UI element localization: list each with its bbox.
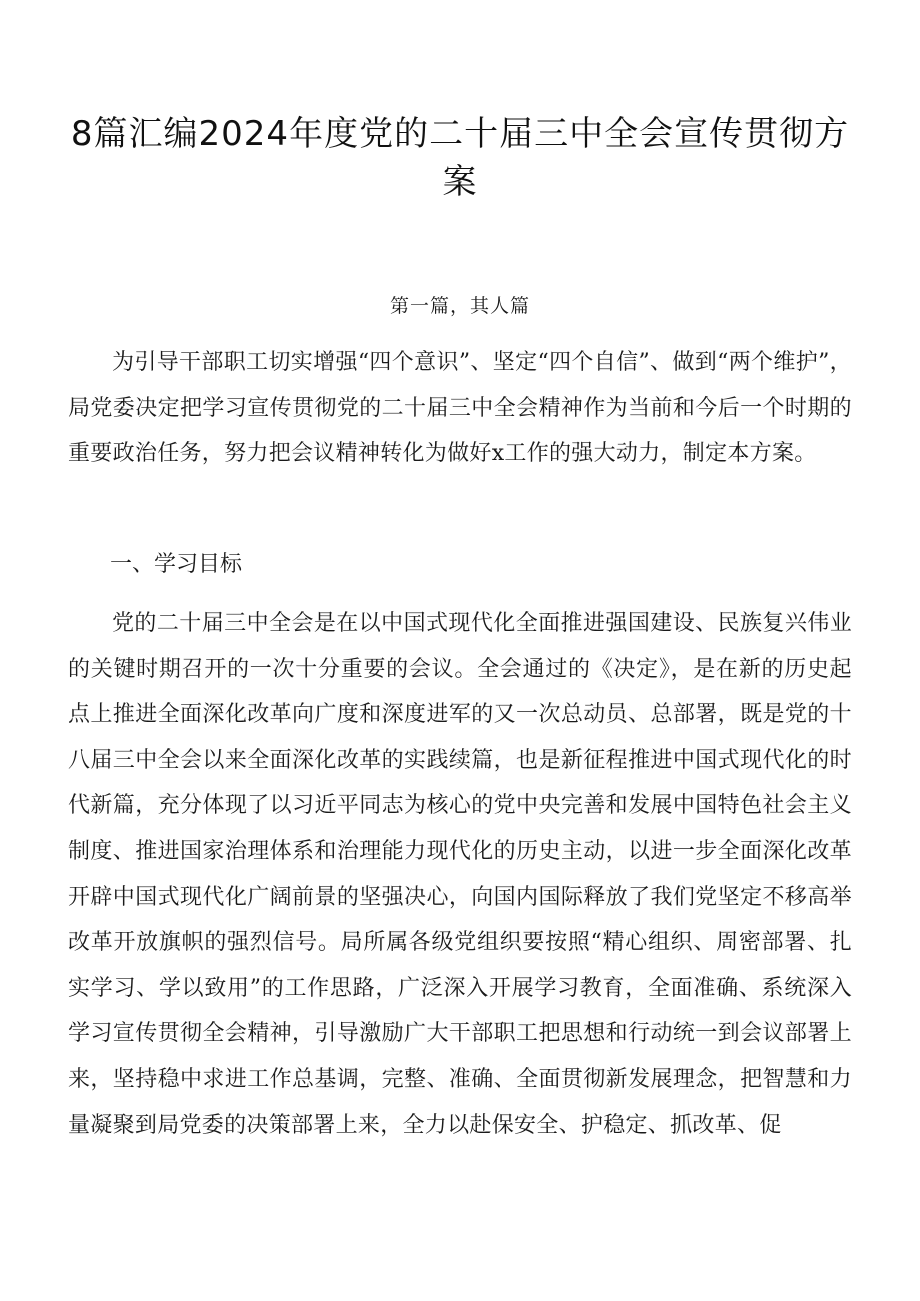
section-heading: 一、学习目标 xyxy=(110,552,243,577)
intro-paragraph: 为引导干部职工切实增强“四个意识”、坚定“四个自信”、做到“两个维护”，局党委决定把学习宣传贯彻党的二十届三中全会精神作为当前和今后一个时期的重要政治任务，努力把会议精神转化为做好x工作的强大动力，制定本方案。 xyxy=(68,350,852,467)
section-paragraph: 党的二十届三中全会是在以中国式现代化全面推进强国建设、民族复兴伟业的关键时期召开的一次十分重要的会议。全会通过的《决定》，是在新的历史起点上推进全面深化改革向广度和深度进军的又一次总动员、总部署，既是党的十八届三中全会以来全面深化改革的实践续篇，也是新征程推进中国式现代化的时代新篇，充分体现了以习近平同志为核心的党中央完善和发展中国特色社会主义制度、推进国家治理体系和治理能力现代化的历史主动，以进一步全面深化改革开辟中国式现代化广阔前景的坚强决心，向国内国际释放了我们党坚定不移高举改革开放旗帜的强烈信号。局所属各级党组织要按照“精心组织、周密部署、扎实学习、学以致用”的工作思路，广泛深入开展学习教育，全面准确、系统深入学习宣传贯彻全会精神，引导激励广大干部职工把思想和行动统一到会议部署上来，坚持稳中求进工作总基调，完整、准确、全面贯彻新发展理念，把智慧和力量凝聚到局党委的决策部署上来，全力以赴保安全、护稳定、抓改革、促 xyxy=(68,611,852,1138)
document-subtitle: 第一篇，其人篇 xyxy=(389,295,530,317)
document-title: 8篇汇编2024年度党的二十届三中全会宣传贯彻方案 xyxy=(70,114,850,202)
